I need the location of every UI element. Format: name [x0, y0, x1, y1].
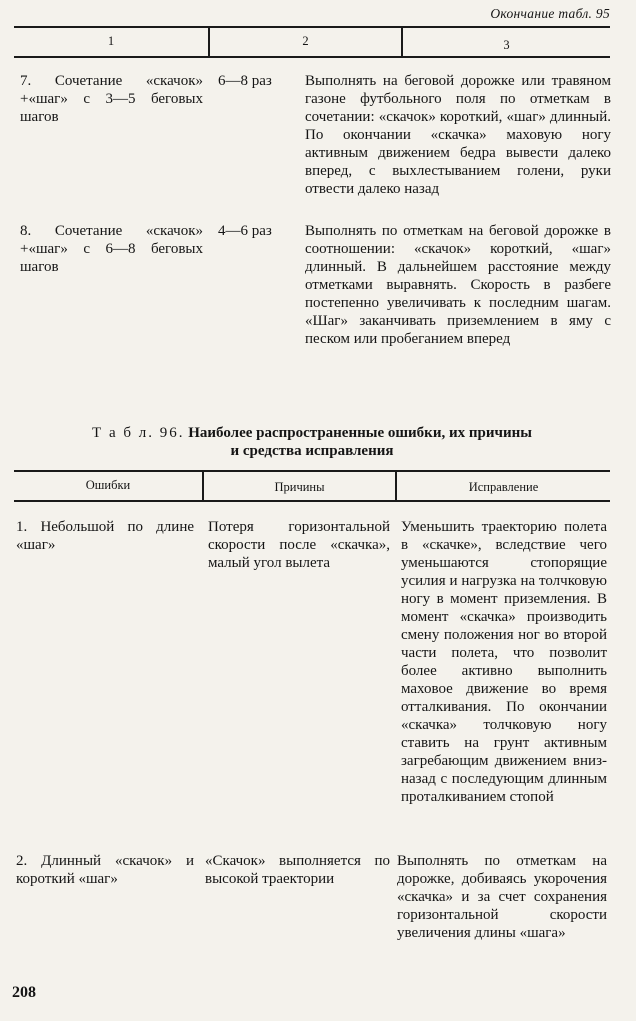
- table96-title-line2: и средства исправления: [230, 443, 394, 459]
- table95-header-3: 3: [503, 38, 510, 52]
- table95-top-rule: [14, 26, 610, 28]
- table95-header-2: 2: [302, 34, 309, 48]
- table95-row2-dosage: 4—6 раз: [218, 223, 272, 239]
- table95-row1-exercise: 7. Сочетание «скачок» +«шаг» с 3—5 беговых шагов: [20, 73, 203, 125]
- page-number: 208: [12, 984, 36, 1001]
- table96-row2-error: 2. Длинный «скачок» и короткий «шаг»: [16, 853, 194, 887]
- table95-header-1: 1: [107, 34, 115, 48]
- table95-row1-instructions: Выполнять на беговой дорожке или травяном газоне футбольного поля по отметкам в сочетании: «скачок» короткий, «шаг» длинный. По окончании «скачка» маховую ногу активным движением бедра вывести далеко вперед, с выхлестыванием голени, руки отвести далеко назад: [305, 73, 611, 197]
- table96-row2-cause: «Скачок» выполняется по высокой траектории: [205, 853, 390, 887]
- table95-header-rule: [14, 56, 610, 58]
- table95-row1-dosage: 6—8 раз: [218, 73, 272, 89]
- table96-row2-fix: Выполнять по отметкам на дорожке, добиваясь укорочения «скачка» и за счет сохранения горизонтальной скорости увеличения длины «шага»: [397, 853, 607, 941]
- table95-row2-exercise: 8. Сочетание «скачок» +«шаг» с 6—8 беговых шагов: [20, 223, 203, 275]
- table96-header-rule: [14, 500, 610, 502]
- table96-header-fixes: Исправление: [468, 480, 539, 494]
- table96-row1-cause: Потеря горизонтальной скорости после «скачка», малый угол вылета: [208, 519, 390, 571]
- table96-title-line1: Наиболее распространенные ошибки, их причины: [188, 425, 532, 441]
- continuation-label: Окончание табл. 95: [490, 6, 610, 21]
- table96-header-errors: Ошибки: [85, 478, 131, 492]
- table96-label: Т а б л. 96.: [92, 425, 185, 441]
- table96-row1-fix: Уменьшить траекторию полета в «скачке», вследствие чего уменьшаются стопорящие усилия и нагрузка на толчковую ногу в момент приземления. В момент «скачка» производить смену положения ног во второй части полета, что позволит более активно выполнить маховое движение во время отталкивания. По окончании «скачка» толчковую ногу ставить на грунт активным загребающим движением вниз-назад с последующим длинным проталкиванием стопой: [401, 519, 607, 805]
- table96-caption: [14, 424, 610, 460]
- table95-row2-instructions: Выполнять по отметкам на беговой дорожке в соотношении: «скачок» короткий, «шаг» длинный. В дальнейшем расстояние между отметками выравнять. Скорость в разбеге постепенно увеличивать к последним шагам. «Шаг» заканчивать приземлением в яму с песком или пробеганием вперед: [305, 223, 611, 347]
- table96-top-rule: [14, 470, 610, 472]
- table96-header-causes: Причины: [274, 480, 325, 494]
- table96-row1-error: 1. Небольшой по длине «шаг»: [16, 519, 194, 553]
